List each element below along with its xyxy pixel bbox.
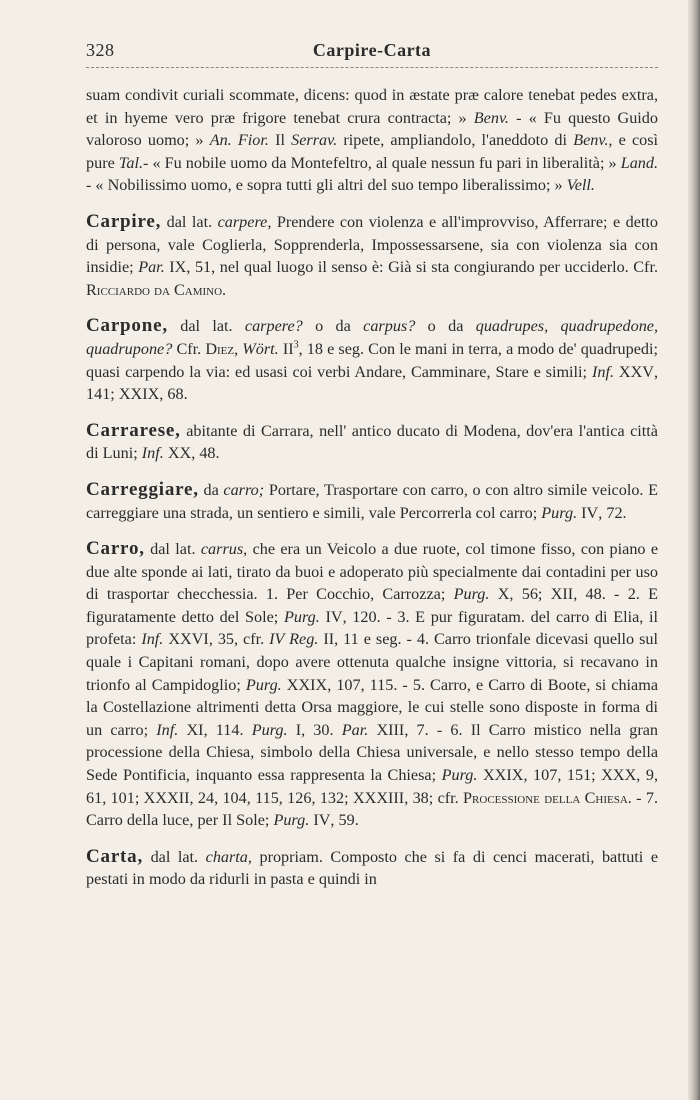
entry-carrarese: Carrarese, abitante di Carrara, nell' antico ducato di Modena, dov'era l'antica città di Luni; Inf. XX, 48. [86,419,658,463]
intro-paragraph: suam condivit curiali scommate, dicens: quod in æstate præ calore tenebat pedes extra, et in hyeme vero præ frigore tenebat crura contracta; » Benv. - « Fu questo Guido valoroso uomo; » An. Fior. Il Serrav. ripete, ampliandolo, l'aneddoto di Benv., e così pure Tal.- « Fu nobile uomo da Montefeltro, al quale nessun fu pari in liberalità; » Land. - « Nobilissimo uomo, e sopra tutti gli altri del suo tempo liberalissimo; » Vell. [86,86,659,195]
entry-carpone: Carpone, dal lat. carpere? o da carpus? o da quadrupes, quadrupedone, quadrupone? Cfr. Diez, Wört. $II^3$, 18 e seg. Con le mani in terra, a modo de' quadrupedi; quasi carpendo la via: ed usasi coi verbi Andare, Camminare, Stare e simili; Inf. XXV, 141; XXIX, 68. [86,315,659,404]
entry-carpire: Carpire, dal lat. carpere, Prendere con violenza e all'improvviso, Afferrare; e detto di persona, vale Coglierla, Sopprenderla, Impossessarsene, sia con violenza sia con insidie; Par. IX, 51, nel qual luogo il senso è: Già si sta congiurando per ucciderlo. Cfr. Ricciardo da Camino. [86,210,658,299]
headword: Carrarese, [86,419,181,441]
headword: Carta, [86,845,144,867]
headword: Carpone, [86,315,168,337]
header-rule [86,67,658,68]
headword: Carreggiare, [86,478,199,500]
headword: Carpire, [86,210,162,232]
page-number: 328 [86,40,115,60]
page-header [86,40,658,68]
entry-carro: Carro, dal lat. carrus, che era un Veicolo a due ruote, col timone fisso, con piano e due alte sponde ai lati, tirato da buoi e adoperato più specialmente dai contadini per uso di trasportar checchessia. 1. Per Cocchio, Carrozza; Purg. X, 56; XII, 48. - 2. E figuratamente detto del Sole; Purg. IV, 120. - 3. E pur figuratam. del carro di Elia, il profeta: Inf. XXVI, 35, cfr. IV Reg. II, 11 e seg. - 4. Carro trionfale dicevasi quello sul quale i Capitani romani, dopo avere ottenuta qualche insigne vittoria, si recavano in trionfo al Campidoglio; Purg. XXIX, 107, 115. - 5. Carro, e Carro di Boote, si chiama la Costellazione altrimenti detta Orsa maggiore, le cui stelle sono disposte in forma di un carro; Inf. XI, 114. Purg. I, 30. Par. XIII, 7. - 6. Il Carro mistico nella gran processione della Chiesa, simbolo della Chiesa universale, e nello stesso tempo della Sede Pontificia, inquanto essa rappresenta la Chiesa; Purg. XXIX, 107, 151; XXX, 9, 61, 101; XXXII, 24, 104, 115, 126, 132; XXXIII, 38; cfr. Processione della Chiesa. - 7. Carro della luce, per Il Sole; Purg. IV, 59. [86,538,659,830]
page-edge [688,0,700,1100]
entry-carta: Carta, dal lat. charta, propriam. Composto che si fa di cenci macerati, battuti e pestati in modo da ridurli in pasta e quindi in [86,845,659,889]
running-title: Carpire-Carta [312,40,432,60]
page-body [86,84,658,891]
headword: Carro, [86,538,145,560]
entry-carreggiare: Carreggiare, da carro; Portare, Trasportare con carro, o con altro simile veicolo. E carreggiare una strada, un sentiero e simili, vale Percorrerla col carro; Purg. IV, 72. [86,478,659,522]
